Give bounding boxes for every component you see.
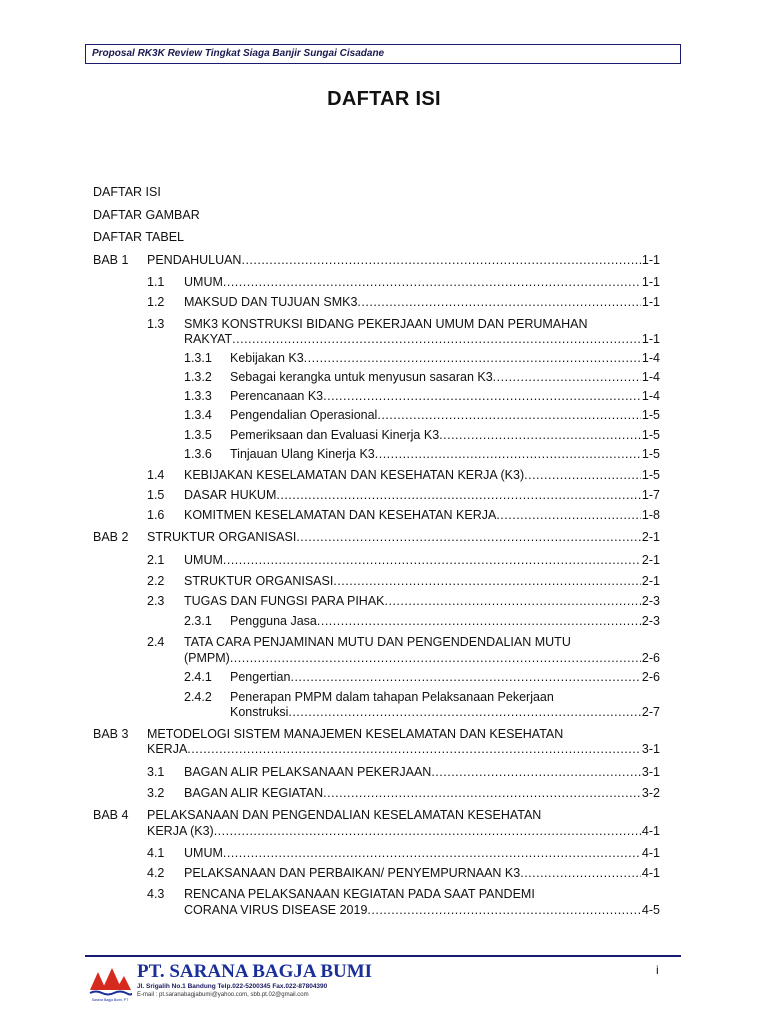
toc-entry-title: BAGAN ALIR KEGIATAN xyxy=(184,786,324,800)
toc-entry-number: 4.3 xyxy=(147,887,165,901)
toc-entry-page: 2-1 xyxy=(641,530,660,544)
toc-entry-page: 1-4 xyxy=(641,389,660,403)
toc-entry-page: 2-6 xyxy=(641,670,660,684)
toc-entry-number: 1.3.1 xyxy=(184,351,212,365)
toc-entry-title: KEBIJAKAN KESELAMATAN DAN KESEHATAN KERJA (K3) xyxy=(184,468,525,482)
toc-entry-title: Tinjauan Ulang Kinerja K3 xyxy=(230,447,375,461)
header-text: Proposal RK3K Review Tingkat Siaga Banjir Sungai Cisadane xyxy=(92,48,385,59)
toc-chapter-label: BAB 2 xyxy=(93,530,129,544)
toc-chapter-label: BAB 1 xyxy=(93,253,129,267)
toc-front-item[interactable]: DAFTAR GAMBAR xyxy=(93,208,200,222)
toc-entry-title: Konstruksi xyxy=(230,705,289,719)
footer-divider xyxy=(85,955,681,957)
toc-entry-number: 4.1 xyxy=(147,846,165,860)
toc-entry-page: 1-5 xyxy=(641,468,660,482)
toc-entry-number: 1.3.5 xyxy=(184,428,212,442)
toc-chapter-label: BAB 3 xyxy=(93,727,129,741)
toc-entry-title: Pengertian xyxy=(230,670,291,684)
company-logo-icon xyxy=(88,964,132,1004)
toc-entry-3-2[interactable] xyxy=(184,786,660,801)
toc-entry-title: UMUM xyxy=(184,275,223,289)
toc-entry-page: 4-1 xyxy=(641,824,660,838)
toc-entry-number: 1.6 xyxy=(147,508,165,522)
toc-entry-page: 1-8 xyxy=(641,508,660,522)
toc-entry-2-3[interactable] xyxy=(184,594,660,609)
company-name: PT. SARANA BAGJA BUMI xyxy=(137,961,373,982)
toc-entry-2-2[interactable] xyxy=(184,574,660,589)
toc-entry-number: 3.2 xyxy=(147,786,165,800)
toc-entry-title: Pengendalian Operasional xyxy=(230,408,378,422)
toc-entry-page: 2-3 xyxy=(641,594,660,608)
toc-entry-title: BAGAN ALIR PELAKSANAAN PEKERJAAN xyxy=(184,765,432,779)
toc-entry-page: 3-2 xyxy=(641,786,660,800)
toc-entry-title: RAKYAT xyxy=(184,332,233,346)
toc-entry-number: 1.3.3 xyxy=(184,389,212,403)
toc-entry-number: 1.3 xyxy=(147,317,165,331)
toc-entry-page: 4-1 xyxy=(641,866,660,880)
toc-entry-1-1[interactable] xyxy=(184,275,660,290)
toc-front-item[interactable]: DAFTAR ISI xyxy=(93,185,161,199)
toc-entry-page: 4-1 xyxy=(641,846,660,860)
toc-entry-2-1[interactable] xyxy=(184,553,660,568)
toc-entry-title: MAKSUD DAN TUJUAN SMK3 xyxy=(184,295,358,309)
toc-entry-2-4-2-line1[interactable]: Penerapan PMPM dalam tahapan Pelaksanaan Pekerjaan xyxy=(230,690,554,704)
toc-entry-number: 4.2 xyxy=(147,866,165,880)
toc-entry-bab2[interactable] xyxy=(147,530,660,545)
toc-entry-page: 1-1 xyxy=(641,275,660,289)
toc-entry-4-3-line1[interactable]: RENCANA PELAKSANAAN KEGIATAN PADA SAAT PANDEMI xyxy=(184,887,535,901)
toc-entry-page: 2-7 xyxy=(641,705,660,719)
toc-entry-4-3[interactable] xyxy=(184,903,660,918)
toc-entry-title: STRUKTUR ORGANISASI xyxy=(184,574,334,588)
toc-entry-number: 2.4 xyxy=(147,635,165,649)
toc-entry-page: 1-5 xyxy=(641,447,660,461)
toc-entry-page: 2-3 xyxy=(641,614,660,628)
toc-entry-page: 3-1 xyxy=(641,742,660,756)
toc-entry-title: TUGAS DAN FUNGSI PARA PIHAK xyxy=(184,594,385,608)
toc-entry-2-4[interactable] xyxy=(184,651,660,666)
toc-entry-page: 2-1 xyxy=(641,553,660,567)
company-email: E-mail : pt.saranabagjabumi@yahoo.com, sbb.pt.02@gmail.com xyxy=(137,992,309,998)
toc-entry-page: 2-6 xyxy=(641,651,660,665)
toc-entry-2-3-1[interactable] xyxy=(230,614,660,629)
toc-entry-bab3[interactable] xyxy=(147,742,660,757)
toc-entry-title: STRUKTUR ORGANISASI xyxy=(147,530,297,544)
toc-entry-1-2[interactable] xyxy=(184,295,660,310)
toc-entry-bab4[interactable] xyxy=(147,824,660,839)
toc-entry-1-3-3[interactable] xyxy=(230,389,660,404)
toc-entry-2-4-line1[interactable]: TATA CARA PENJAMINAN MUTU DAN PENGENDENDALIAN MUTU xyxy=(184,635,571,649)
toc-entry-number: 1.3.4 xyxy=(184,408,212,422)
toc-entry-page: 1-5 xyxy=(641,428,660,442)
toc-entry-page: 1-4 xyxy=(641,370,660,384)
toc-entry-page: 1-1 xyxy=(641,332,660,346)
running-header xyxy=(85,44,681,64)
toc-entry-title: PENDAHULUAN xyxy=(147,253,242,267)
toc-entry-title: UMUM xyxy=(184,553,223,567)
toc-entry-1-6[interactable] xyxy=(184,508,660,523)
toc-entry-number: 2.4.1 xyxy=(184,670,212,684)
toc-entry-bab1[interactable] xyxy=(147,253,660,268)
toc-entry-1-3-6[interactable] xyxy=(230,447,660,462)
toc-entry-title: UMUM xyxy=(184,846,223,860)
toc-entry-page: 2-1 xyxy=(641,574,660,588)
toc-entry-title: DASAR HUKUM xyxy=(184,488,277,502)
toc-entry-number: 2.3.1 xyxy=(184,614,212,628)
page-number: i xyxy=(656,963,659,977)
toc-entry-1-3-1[interactable] xyxy=(230,351,660,366)
toc-entry-1-5[interactable] xyxy=(184,488,660,503)
toc-entry-title: CORANA VIRUS DISEASE 2019 xyxy=(184,903,368,917)
toc-entry-page: 4-5 xyxy=(641,903,660,917)
toc-entry-1-4[interactable] xyxy=(184,468,660,483)
toc-entry-number: 1.3.2 xyxy=(184,370,212,384)
toc-entry-4-1[interactable] xyxy=(184,846,660,861)
toc-front-item[interactable]: DAFTAR TABEL xyxy=(93,230,184,244)
company-address: Jl. Srigalih No.1 Bandung Telp.022-5200345 Fax.022-87804390 xyxy=(137,983,328,990)
toc-chapter-label: BAB 4 xyxy=(93,808,129,822)
toc-entry-bab3-line1[interactable]: METODELOGI SISTEM MANAJEMEN KESELAMATAN DAN KESEHATAN xyxy=(147,727,564,741)
toc-entry-title: (PMPM) xyxy=(184,651,230,665)
toc-entry-3-1[interactable] xyxy=(184,765,660,780)
page-title: DAFTAR ISI xyxy=(327,88,441,110)
toc-entry-title: KERJA (K3) xyxy=(147,824,214,838)
toc-entry-page: 1-7 xyxy=(641,488,660,502)
toc-entry-title: Kebijakan K3 xyxy=(230,351,304,365)
toc-entry-1-3-2[interactable] xyxy=(230,370,660,385)
toc-entry-number: 1.1 xyxy=(147,275,165,289)
toc-entry-number: 1.5 xyxy=(147,488,165,502)
toc-entry-title: Perencanaan K3 xyxy=(230,389,324,403)
toc-entry-number: 2.3 xyxy=(147,594,165,608)
toc-entry-page: 1-1 xyxy=(641,295,660,309)
toc-entry-bab4-line1[interactable]: PELAKSANAAN DAN PENGENDALIAN KESELAMATAN KESEHATAN xyxy=(147,808,542,822)
toc-entry-number: 1.2 xyxy=(147,295,165,309)
toc-entry-title: Sebagai kerangka untuk menyusun sasaran K3 xyxy=(230,370,493,384)
toc-entry-page: 1-1 xyxy=(641,253,660,267)
toc-entry-2-4-1[interactable] xyxy=(230,670,660,685)
toc-entry-number: 1.3.6 xyxy=(184,447,212,461)
toc-entry-number: 3.1 xyxy=(147,765,165,779)
toc-entry-1-3-5[interactable] xyxy=(230,428,660,443)
toc-entry-title: KERJA xyxy=(147,742,188,756)
toc-entry-number: 2.4.2 xyxy=(184,690,212,704)
logo-caption: Sarana Bagja Bumi, PT xyxy=(91,998,129,1002)
toc-entry-title: Pengguna Jasa xyxy=(230,614,317,628)
toc-entry-page: 3-1 xyxy=(641,765,660,779)
toc-entry-page: 1-5 xyxy=(641,408,660,422)
toc-entry-1-3-line1[interactable]: SMK3 KONSTRUKSI BIDANG PEKERJAAN UMUM DAN PERUMAHAN xyxy=(184,317,588,331)
toc-entry-1-3-4[interactable] xyxy=(230,408,660,423)
toc-entry-page: 1-4 xyxy=(641,351,660,365)
toc-entry-number: 1.4 xyxy=(147,468,165,482)
toc-entry-number: 2.1 xyxy=(147,553,165,567)
toc-entry-title: Pemeriksaan dan Evaluasi Kinerja K3 xyxy=(230,428,440,442)
toc-entry-2-4-2[interactable] xyxy=(230,705,660,720)
toc-entry-title: PELAKSANAAN DAN PERBAIKAN/ PENYEMPURNAAN K3 xyxy=(184,866,521,880)
toc-entry-1-3[interactable] xyxy=(184,332,660,347)
toc-entry-number: 2.2 xyxy=(147,574,165,588)
toc-entry-4-2[interactable] xyxy=(184,866,660,881)
toc-entry-title: KOMITMEN KESELAMATAN DAN KESEHATAN KERJA xyxy=(184,508,497,522)
